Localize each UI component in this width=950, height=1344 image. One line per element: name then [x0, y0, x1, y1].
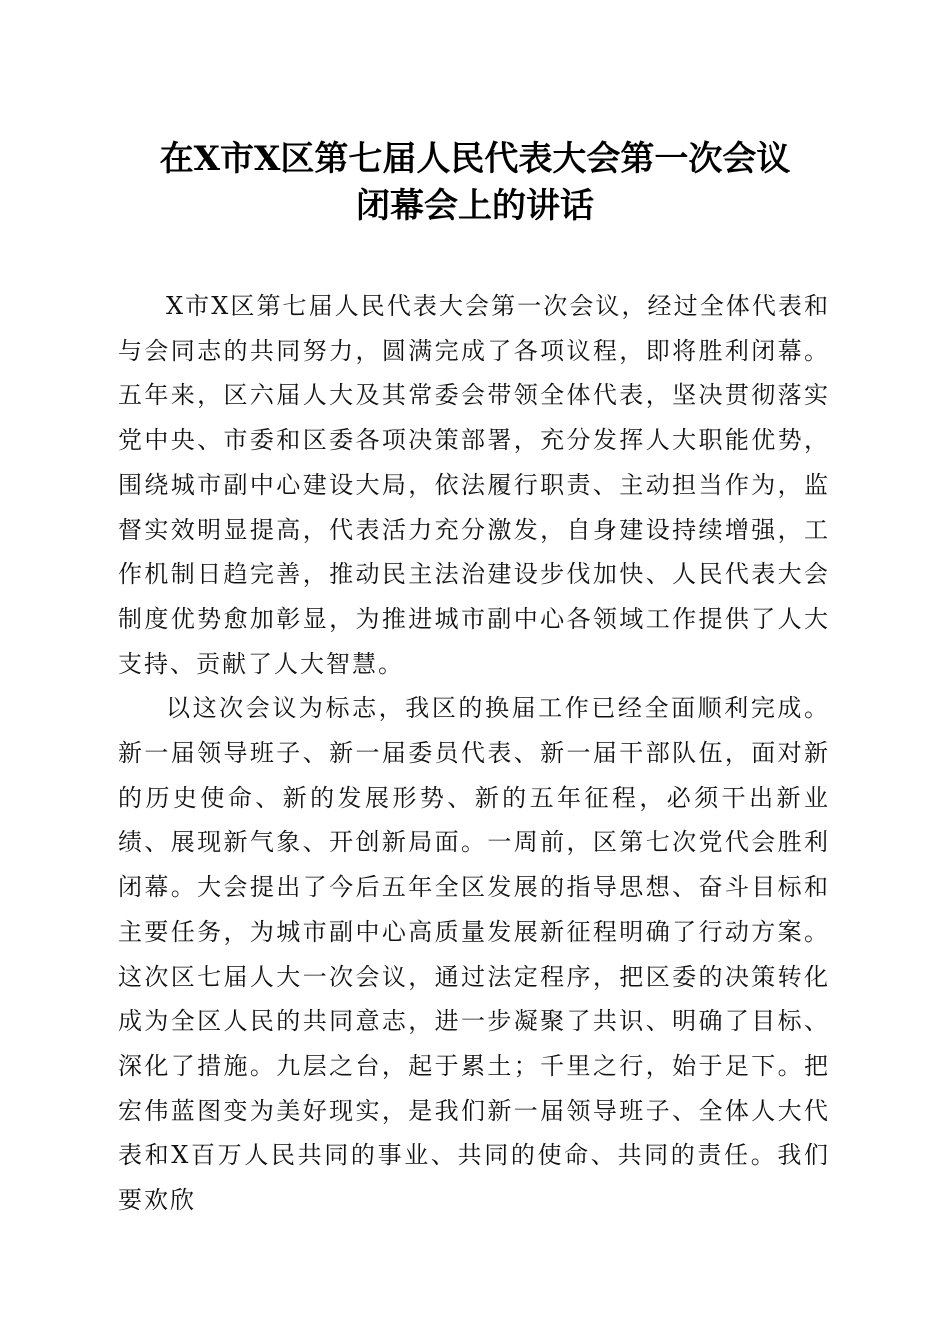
title-line-2: 闭幕会上的讲话	[356, 186, 594, 226]
title-line-1: 在X市X区第七届人民代表大会第一次会议	[159, 139, 791, 179]
document-body	[118, 284, 830, 1223]
paragraph-2: 以这次会议为标志，我区的换届工作已经全面顺利完成。新一届领导班子、新一届委员代表、新一届干部队伍，面对新的历史使命、新的发展形势、新的五年征程，必须干出新业绩、展现新气象、开创新局面。一周前，区第七次党代会胜利闭幕。大会提出了今后五年全区发展的指导思想、奋斗目标和主要任务，为城市副中心高质量发展新征程明确了行动方案。这次区七届人大一次会议，通过法定程序，把区委的决策转化成为全区人民的共同意志，进一步凝聚了共识、明确了目标、深化了措施。九层之台，起于累土；千里之行，始于足下。把宏伟蓝图变为美好现实，是我们新一届领导班子、全体人大代表和X百万人民共同的事业、共同的使命、共同的责任。我们要欢欣	[118, 694, 830, 1215]
paragraph-1: X市X区第七届人民代表大会第一次会议，经过全体代表和与会同志的共同努力，圆满完成了各项议程，即将胜利闭幕。五年来，区六届人大及其常委会带领全体代表，坚决贯彻落实党中央、市委和区委各项决策部署，充分发挥人大职能优势，围绕城市副中心建设大局，依法履行职责、主动担当作为，监督实效明显提高，代表活力充分激发，自身建设持续增强，工作机制日趋完善，推动民主法治建设步伐加快、人民代表大会制度优势愈加彰显，为推进城市副中心各领域工作提供了人大支持、贡献了人大智慧。	[118, 292, 830, 678]
document-title	[0, 136, 950, 230]
